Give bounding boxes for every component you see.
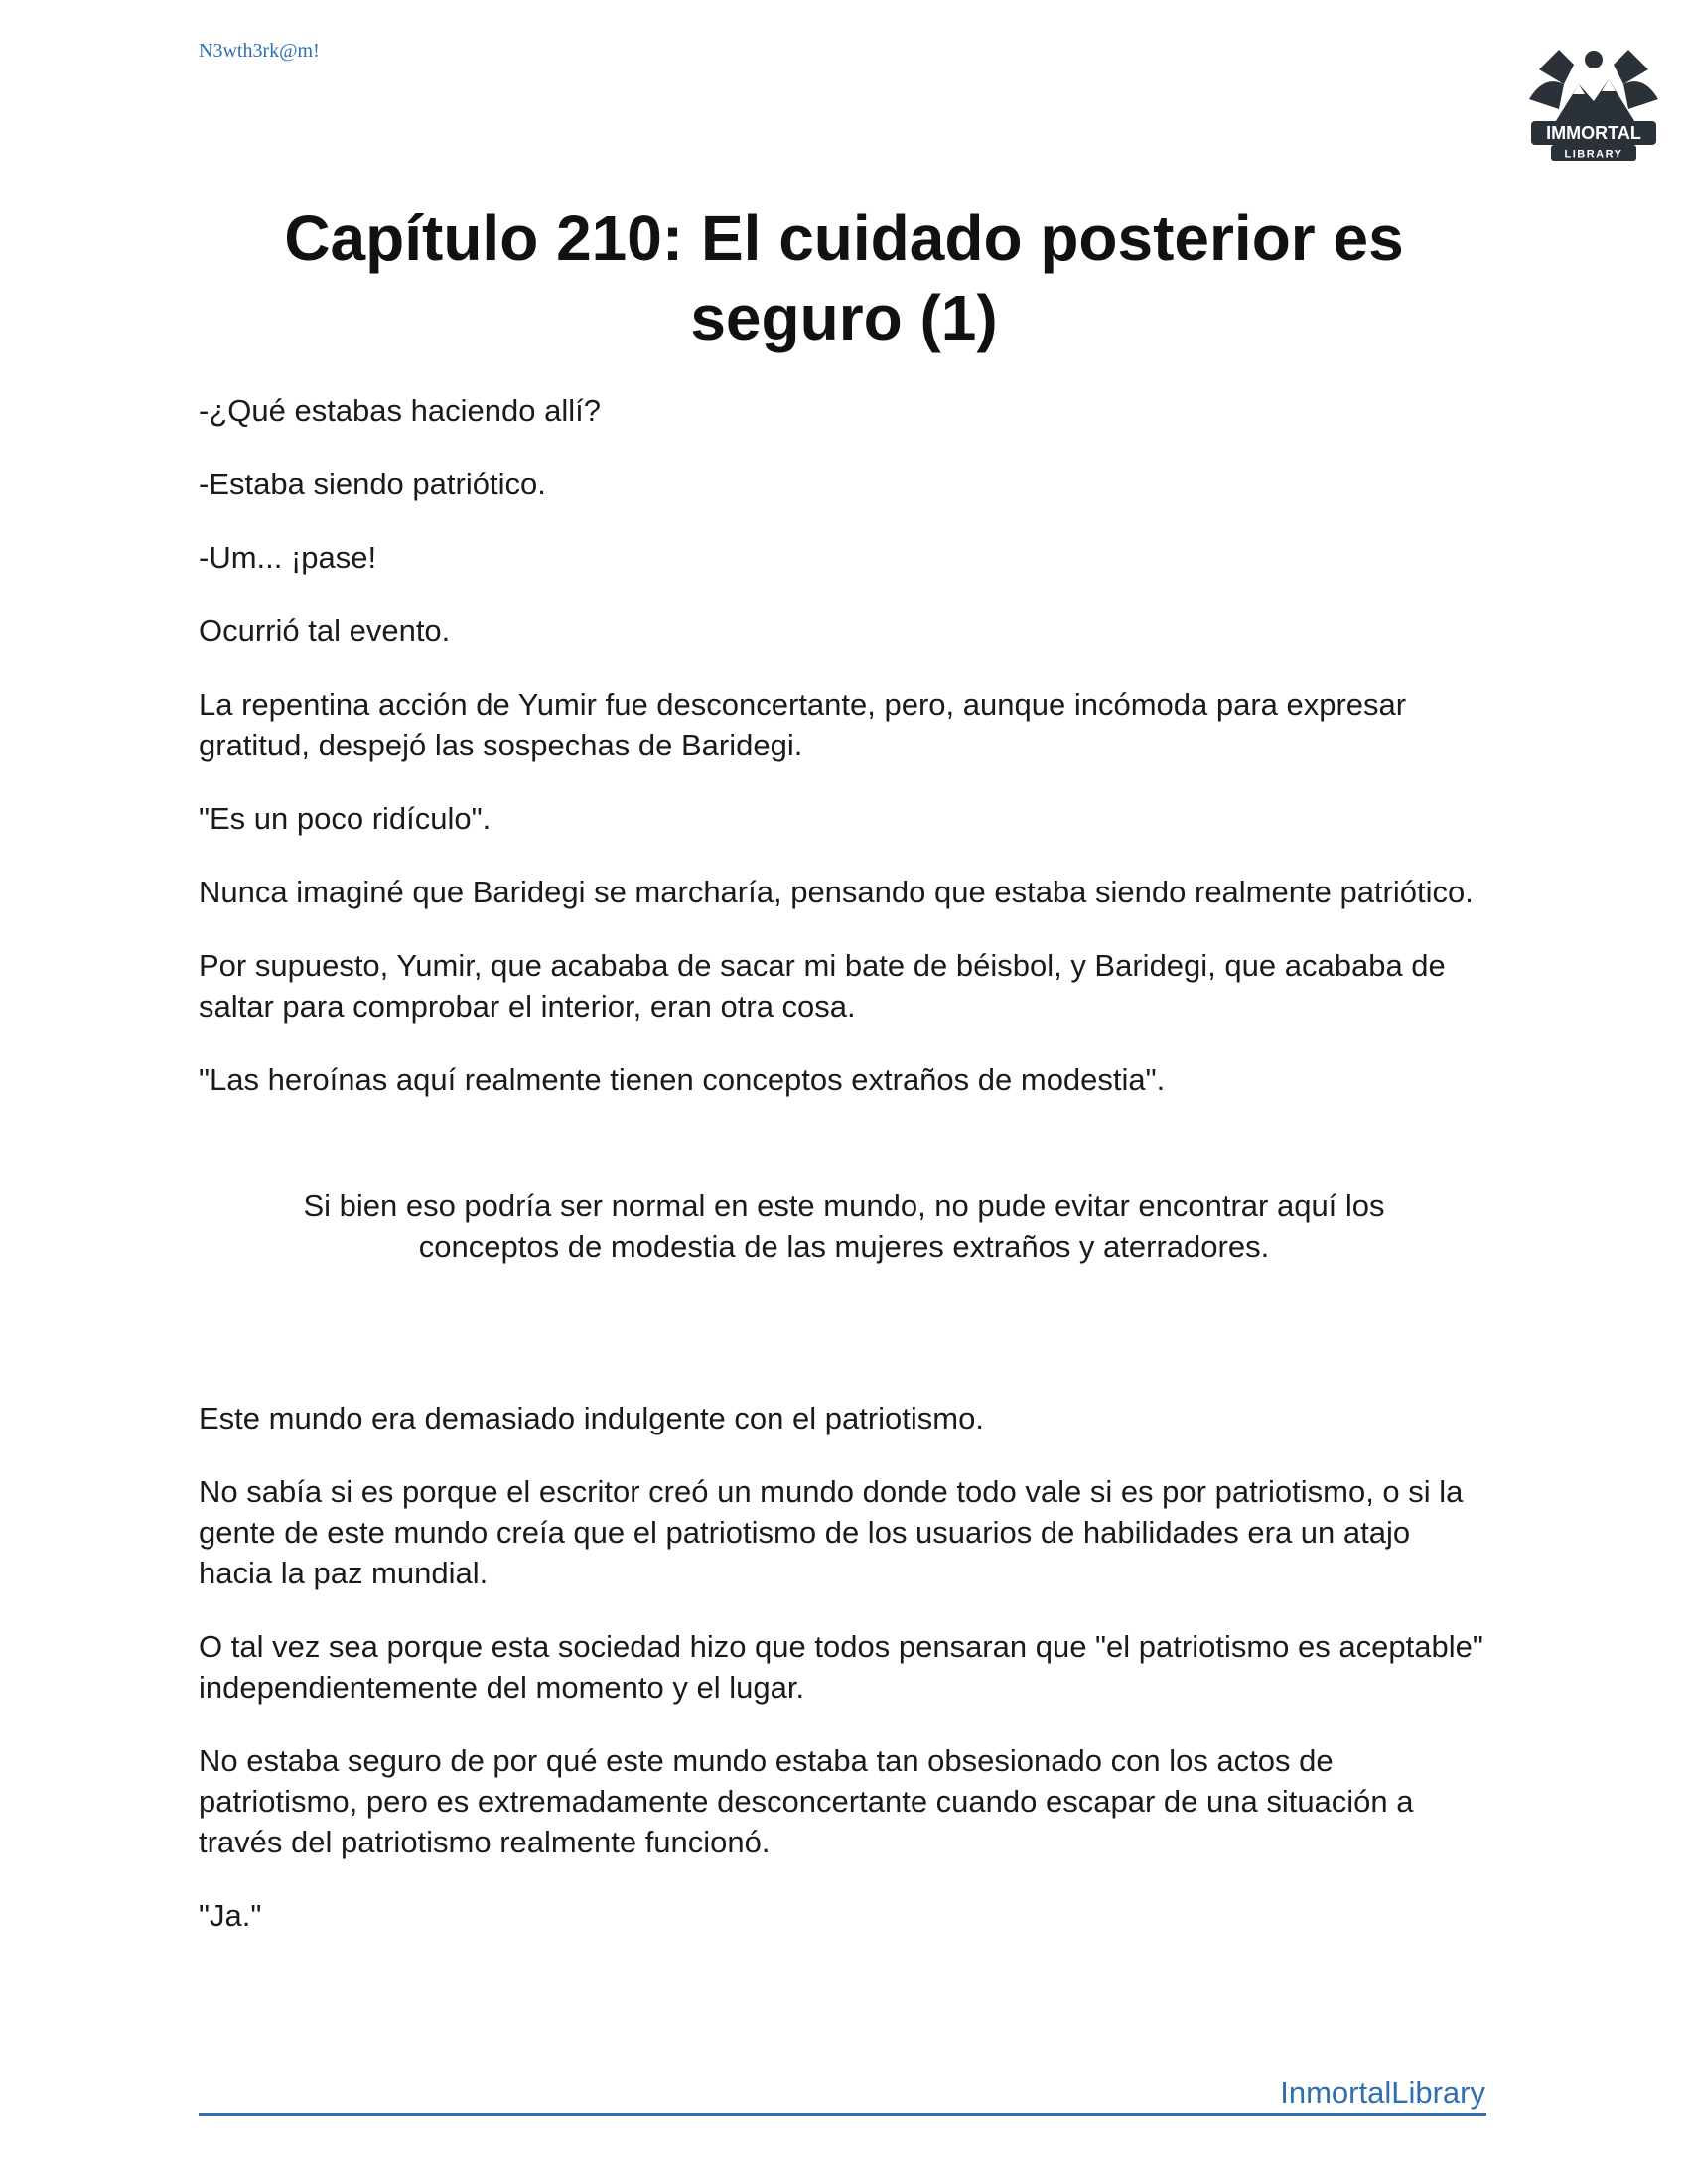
- paragraph: Ocurrió tal evento.: [199, 614, 451, 648]
- paragraph: No estaba seguro de por qué este mundo estaba tan obsesionado con los actos de patriotismo, pero es extremadamente desconcertante cuando escapar de una situación a través del patriotismo realmente funcionó.: [199, 1743, 1414, 1859]
- paragraph: "Ja.": [199, 1898, 262, 1933]
- centered-paragraph: Si bien eso podría ser normal en este mundo, no pude evitar encontrar aquí los conceptos de modestia de las mujeres extraños y aterradores.: [303, 1188, 1385, 1264]
- paragraph: -Um... ¡pase!: [199, 540, 377, 575]
- paragraph: No sabía si es porque el escritor creó un mundo donde todo vale si es por patriotismo, o si la gente de este mundo creía que el patriotismo de los usuarios de habilidades era un atajo hacia la paz mundial.: [199, 1474, 1464, 1590]
- chapter-body: [199, 390, 1489, 1969]
- paragraph: Nunca imaginé que Baridegi se marcharía, pensando que estaba siendo realmente patriótico.: [199, 875, 1474, 909]
- paragraph: Este mundo era demasiado indulgente con el patriotismo.: [199, 1401, 984, 1435]
- immortal-library-logo: [1519, 30, 1668, 169]
- paragraph: -Estaba siendo patriótico.: [199, 467, 546, 501]
- page-title: Capítulo 210: El cuidado posterior es seguro (1): [284, 203, 1404, 353]
- header-tag: N3wth3rk@m!: [199, 40, 320, 62]
- paragraph: Por supuesto, Yumir, que acababa de sacar mi bate de béisbol, y Baridegi, que acababa de saltar para comprobar el interior, eran otra cosa.: [199, 948, 1446, 1024]
- paragraph: "Las heroínas aquí realmente tienen conceptos extraños de modestia".: [199, 1062, 1166, 1097]
- footer-divider: [199, 2113, 1486, 2116]
- logo-text-bottom: LIBRARY: [1564, 148, 1623, 161]
- paragraph: La repentina acción de Yumir fue desconcertante, pero, aunque incómoda para expresar gratitud, despejó las sospechas de Baridegi.: [199, 687, 1407, 762]
- paragraph: O tal vez sea porque esta sociedad hizo que todos pensaran que "el patriotismo es aceptable" independientemente del momento y el lugar.: [199, 1629, 1483, 1705]
- logo-text-top: IMMORTAL: [1546, 123, 1641, 143]
- footer-link[interactable]: InmortalLibrary: [1280, 2075, 1485, 2110]
- paragraph: -¿Qué estabas haciendo allí?: [199, 393, 601, 428]
- paragraph: "Es un poco ridículo".: [199, 801, 492, 836]
